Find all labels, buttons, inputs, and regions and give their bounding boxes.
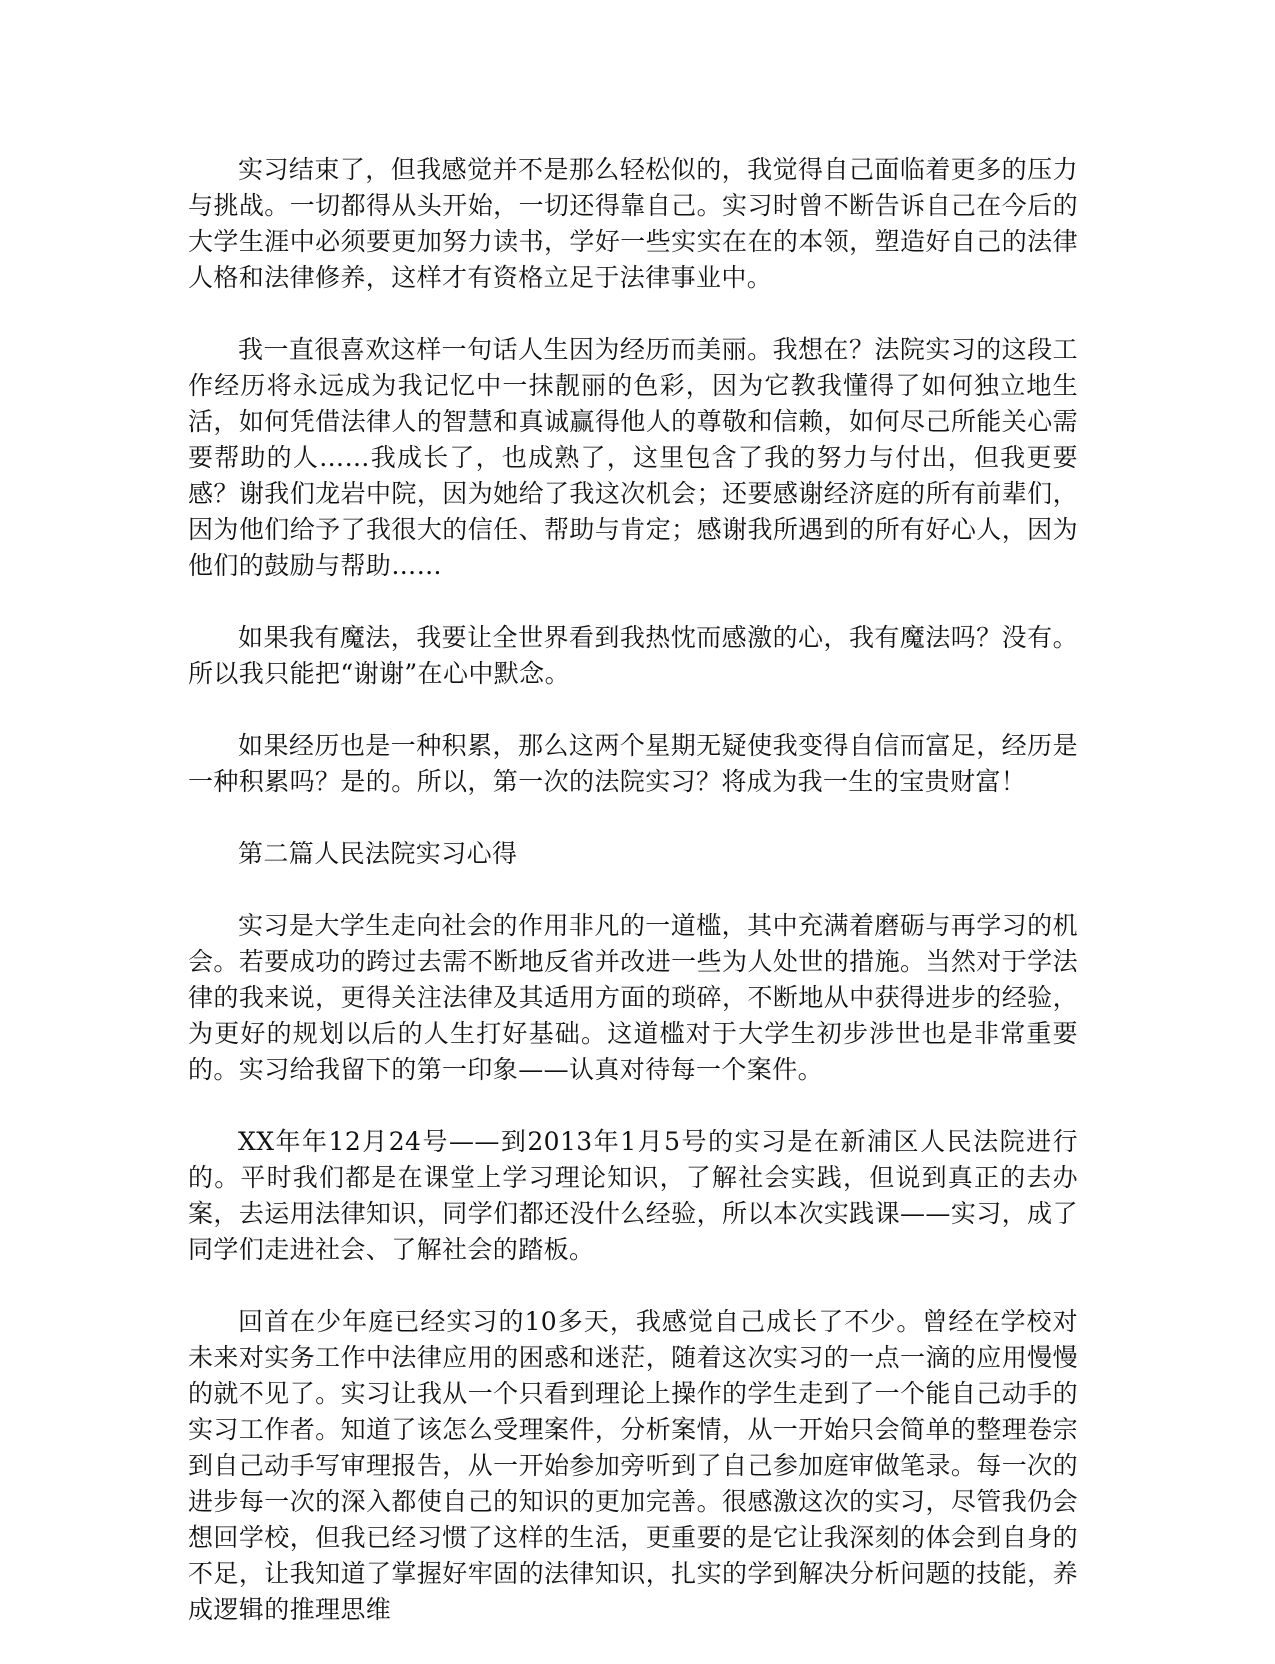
paragraph-experience-beautiful: 我一直很喜欢这样一句话人生因为经历而美丽。我想在？法院实习的这段工作经历将永远成为我记忆中一抹靓丽的色彩，因为它教我懂得了如何独立地生活，如何凭借法律人的智慧和真诚赢得他人的尊敬和信赖，如何尽己所能关心需要帮助的人……我成长了，也成熟了，这里包含了我的努力与付出，但我更要感？谢我们龙岩中院，因为她给了我这次机会；还要感谢经济庭的所有前辈们，因为他们给予了我很大的信任、帮助与肯定；感谢我所遇到的所有好心人，因为他们的鼓励与帮助…… — [188, 335, 1078, 580]
paragraph-accumulation: 如果经历也是一种积累，那么这两个星期无疑使我变得自信而富足，经历是一种积累吗？是的。所以，第一次的法院实习？将成为我一生的宝贵财富！ — [188, 731, 1078, 796]
section-heading: 第二篇人民法院实习心得 — [238, 839, 518, 868]
paragraph-internship-threshold: 实习是大学生走向社会的作用非凡的一道槛，其中充满着磨砺与再学习的机会。若要成功的跨过去需不断地反省并改进一些为人处世的措施。当然对于学法律的我来说，更得关注法律及其适用方面的琐碎，不断地从中获得进步的经验，为更好的规划以后的人生打好基础。这道槛对于大学生初步涉世也是非常重要的。实习给我留下的第一印象——认真对待每一个案件。 — [188, 911, 1078, 1084]
document-body — [188, 152, 1078, 1664]
paragraph-juvenile-court: 回首在少年庭已经实习的10多天，我感觉自己成长了不少。曾经在学校对未来对实务工作中法律应用的困惑和迷茫，随着这次实习的一点一滴的应用慢慢的就不见了。实习让我从一个只看到理论上操作的学生走到了一个能自己动手的实习工作者。知道了该怎么受理案件，分析案情，从一开始只会简单的整理卷宗到自己动手写审理报告，从一开始参加旁听到了自己参加庭审做笔录。每一次的进步每一次的深入都使自己的知识的更加完善。很感激这次的实习，尽管我仍会想回学校，但我已经习惯了这样的生活，更重要的是它让我深刻的体会到自身的不足，让我知道了掌握好牢固的法律知识，扎实的学到解决分析问题的技能，养成逻辑的推理思维 — [188, 1307, 1078, 1624]
paragraph-internship-dates: XX年年12月24号——到2013年1月5号的实习是在新浦区人民法院进行的。平时我们都是在课堂上学习理论知识，了解社会实践，但说到真正的去办案，去运用法律知识，同学们都还没什么经验，所以本次实践课——实习，成了同学们走进社会、了解社会的踏板。 — [188, 1127, 1078, 1264]
paragraph-magic-gratitude: 如果我有魔法，我要让全世界看到我热忱而感激的心，我有魔法吗？没有。所以我只能把“谢谢”在心中默念。 — [188, 623, 1078, 688]
paragraph-internship-end: 实习结束了，但我感觉并不是那么轻松似的，我觉得自己面临着更多的压力与挑战。一切都得从头开始，一切还得靠自己。实习时曾不断告诉自己在今后的大学生涯中必须要更加努力读书，学好一些实实在在的本领，塑造好自己的法律人格和法律修养，这样才有资格立足于法律事业中。 — [188, 155, 1078, 292]
